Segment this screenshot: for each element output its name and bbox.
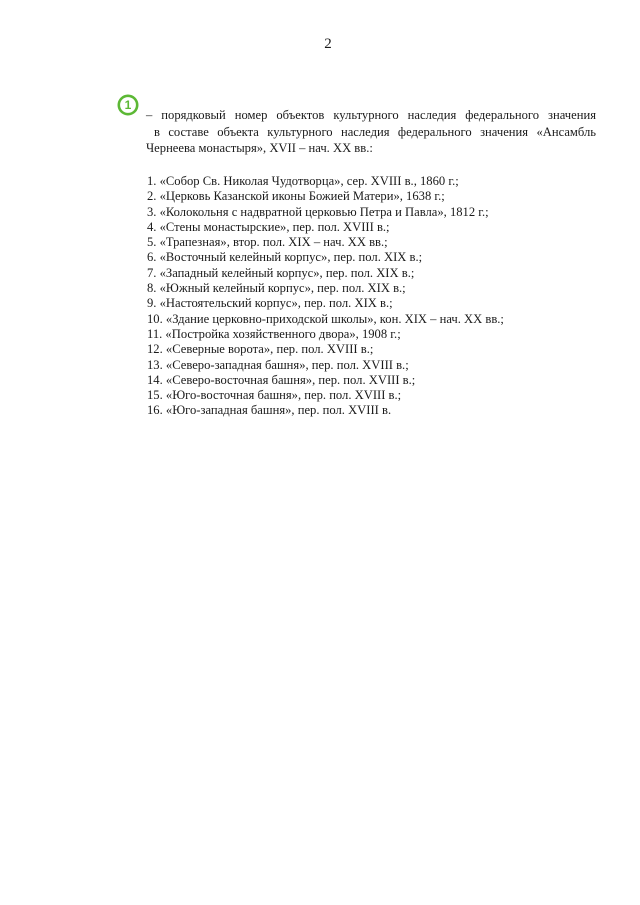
list-item: 6. «Восточный келейный корпус», пер. пол. XIX в.; bbox=[147, 250, 423, 265]
list-item: 1. «Собор Св. Николая Чудотворца», сер. XVIII в., 1860 г.; bbox=[147, 174, 459, 188]
marker-legend bbox=[146, 107, 596, 157]
page-number: 2 bbox=[324, 36, 332, 52]
heritage-object-list bbox=[147, 174, 504, 419]
list-item: 2. «Церковь Казанской иконы Божией Матери», 1638 г.; bbox=[147, 189, 445, 204]
list-item: 11. «Постройка хозяйственного двора», 1908 г.; bbox=[147, 326, 401, 341]
list-item: 14. «Северо-восточная башня», пер. пол. XVIII в.; bbox=[147, 372, 416, 387]
legend-line: в составе объекта культурного наследия федерального значения «Ансамбль bbox=[154, 124, 596, 139]
legend-line: – порядковый номер объектов культурного наследия федерального значения bbox=[146, 108, 596, 122]
list-item: 10. «Здание церковно-приходской школы», кон. XIX – нач. XX вв.; bbox=[147, 311, 504, 326]
list-item: 15. «Юго-восточная башня», пер. пол. XVIII в.; bbox=[147, 388, 402, 403]
list-item: 5. «Трапезная», втор. пол. XIX – нач. XX вв.; bbox=[147, 235, 388, 250]
list-item: 9. «Настоятельский корпус», пер. пол. XIX в.; bbox=[147, 296, 393, 311]
list-item: 4. «Стены монастырские», пер. пол. XVIII в.; bbox=[147, 219, 390, 234]
object-number-marker-icon bbox=[117, 94, 139, 116]
list-item: 7. «Западный келейный корпус», пер. пол. XIX в.; bbox=[147, 265, 415, 280]
list-item: 12. «Северные ворота», пер. пол. XVIII в.; bbox=[147, 342, 374, 357]
marker-label: 1 bbox=[124, 98, 132, 113]
list-item: 3. «Колокольня с надвратной церковью Петра и Павла», 1812 г.; bbox=[147, 204, 489, 219]
list-item: 8. «Южный келейный корпус», пер. пол. XIX в.; bbox=[147, 281, 406, 296]
list-item: 16. «Юго-западная башня», пер. пол. XVIII в. bbox=[147, 403, 392, 418]
list-item: 13. «Северо-западная башня», пер. пол. XVIII в.; bbox=[147, 357, 409, 372]
legend-line: Чернеева монастыря», XVII – нач. XX вв.: bbox=[146, 141, 373, 155]
